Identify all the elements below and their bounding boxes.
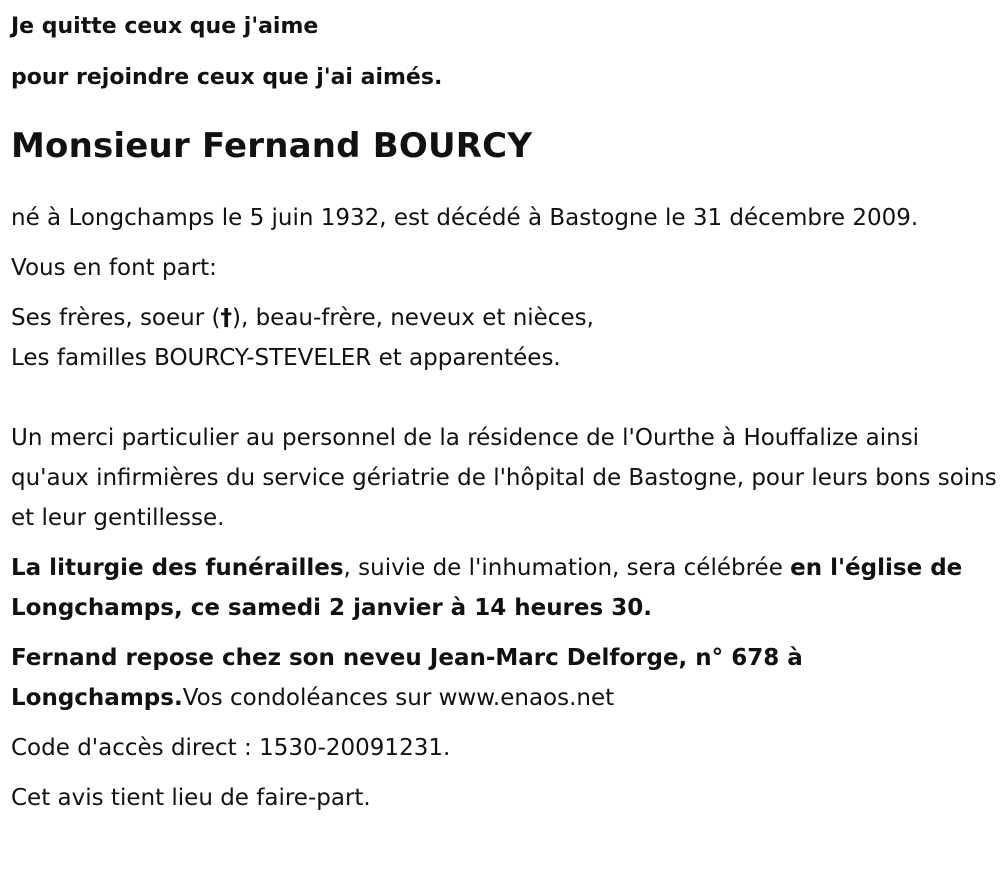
epigraph-line-2: pour rejoindre ceux que j'ai aimés. — [11, 65, 443, 90]
family-line-2: Les familles BOURCY-STEVELER et apparentées. — [11, 345, 561, 371]
birth-death-text: né à Longchamps le 5 juin 1932, est décédé à Bastogne le 31 décembre 2009. — [11, 205, 919, 231]
announcers-intro: Vous en font part: — [11, 255, 217, 281]
thanks-text: Un merci particulier au personnel de la résidence de l'Ourthe à Houffalize ainsi qu'aux infirmières du service gériatrie de l'hôpital de Bastogne, pour leurs bons soins et leur gentillesse. — [11, 425, 997, 531]
liturgy-bold-start: La liturgie des funérailles — [11, 555, 344, 581]
liturgy-bold-end: en l'église de Longchamps, ce samedi 2 janvier à 14 heures 30. — [11, 555, 963, 621]
rest-location: Fernand repose chez son neveu Jean-Marc Delforge, n° 678 à Longchamps. — [11, 645, 803, 711]
rest-text — [11, 638, 1000, 718]
family-list — [11, 298, 1000, 378]
condolences-text: Vos condoléances sur www.enaos.net — [182, 685, 615, 711]
epigraph-line-1: Je quitte ceux que j'aime — [11, 14, 319, 39]
access-code: Code d'accès direct : 1530-20091231. — [11, 735, 451, 761]
liturgy-text — [11, 548, 1000, 628]
notice-text: Cet avis tient lieu de faire-part. — [11, 785, 371, 811]
deceased-name: Monsieur Fernand BOURCY — [11, 126, 533, 166]
family-line-1-start: Ses frères, soeur ( — [11, 305, 221, 331]
cross-icon: † — [220, 305, 232, 331]
family-line-1-end: ), beau-frère, neveux et nièces, — [231, 305, 594, 331]
liturgy-middle: , suivie de l'inhumation, sera célébrée — [343, 555, 791, 581]
